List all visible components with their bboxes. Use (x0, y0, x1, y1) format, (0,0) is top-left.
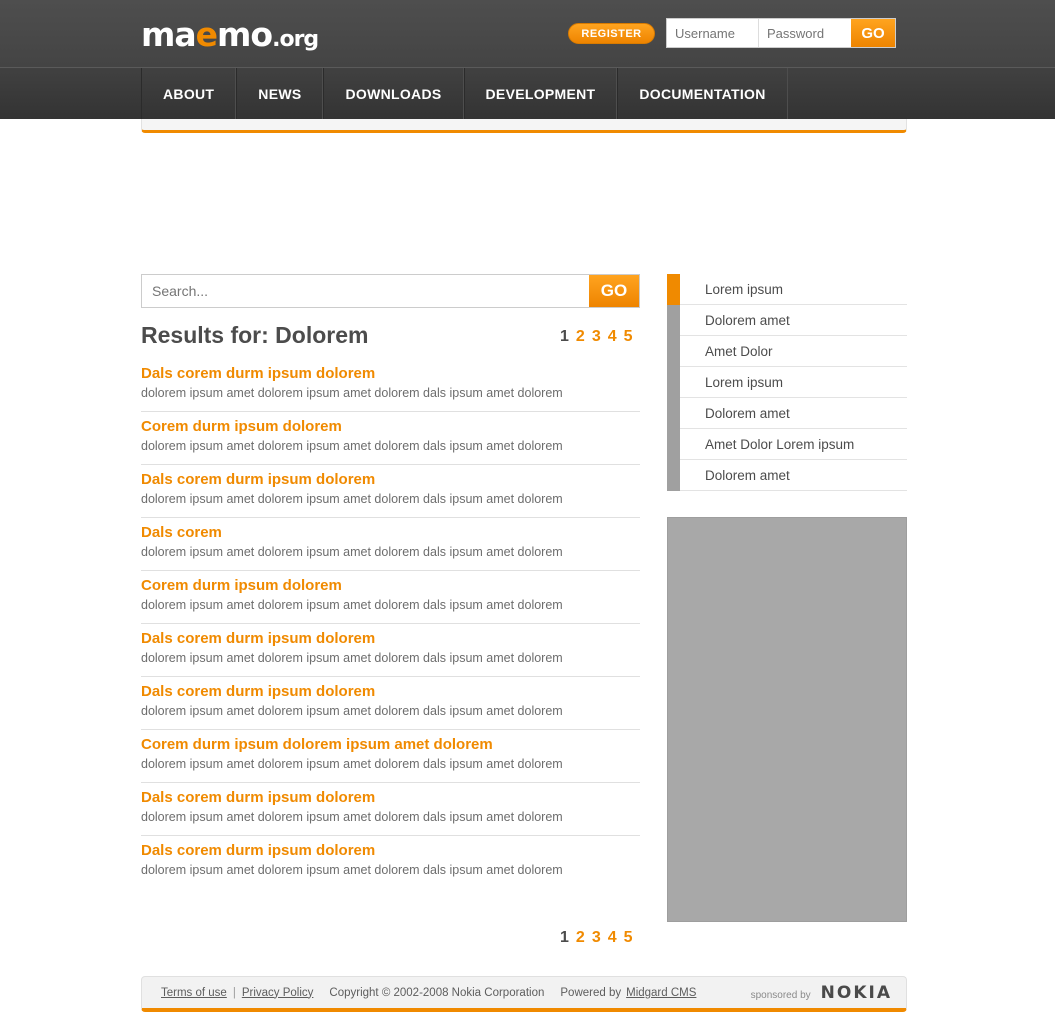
sidebar-item-label: Dolorem amet (705, 405, 790, 421)
content-top-accent-bar (141, 119, 907, 133)
result-title[interactable]: Dals corem durm ipsum dolorem (141, 365, 376, 382)
sidebar-item-label: Dolorem amet (705, 467, 790, 483)
midgard-cms-link[interactable]: Midgard CMS (626, 986, 697, 999)
sponsored-by-text: sponsored by (750, 989, 811, 1001)
password-input[interactable] (759, 19, 851, 47)
page-link-3[interactable]: 3 (591, 929, 601, 946)
nav-item-documentation[interactable]: DOCUMENTATION (617, 68, 787, 120)
result-title[interactable]: Dals corem durm ipsum dolorem (141, 471, 376, 488)
terms-of-use-link[interactable]: Terms of use (161, 986, 227, 999)
sidebar-marker-icon (667, 429, 680, 460)
sidebar-item-2[interactable] (667, 336, 907, 367)
result-title[interactable]: Dals corem durm ipsum dolorem (141, 789, 376, 806)
sidebar-marker-icon (667, 274, 680, 305)
footer-separator: | (232, 986, 236, 999)
sidebar-item-5[interactable] (667, 429, 907, 460)
search-bar (141, 274, 640, 308)
logo-text-1: ma (141, 15, 196, 54)
page-link-5[interactable]: 5 (623, 929, 633, 946)
login-go-button[interactable]: GO (851, 19, 895, 47)
result-title[interactable]: Dals corem durm ipsum dolorem (141, 630, 376, 647)
result-title[interactable]: Dals corem (141, 524, 222, 541)
sidebar-marker-icon (667, 305, 680, 336)
result-description: dolorem ipsum amet dolorem ipsum amet dolorem dals ipsum amet dolorem (141, 386, 563, 400)
result-description: dolorem ipsum amet dolorem ipsum amet dolorem dals ipsum amet dolorem (141, 492, 563, 506)
logo-text-2: mo (217, 15, 273, 54)
sidebar-item-label: Lorem ipsum (705, 374, 784, 390)
sponsor-block (751, 983, 892, 1003)
sidebar-marker-icon (667, 367, 680, 398)
nav-item-news[interactable]: NEWS (236, 68, 323, 120)
logo-org-suffix: .org (272, 27, 319, 52)
nokia-logo: NOKIA (820, 982, 892, 1003)
sidebar-links (667, 274, 907, 491)
logo-accent-letter: e (195, 15, 218, 54)
search-input[interactable] (142, 275, 589, 307)
result-description: dolorem ipsum amet dolorem ipsum amet dolorem dals ipsum amet dolorem (141, 863, 563, 877)
main-navigation (0, 67, 1055, 119)
sidebar-item-4[interactable] (667, 398, 907, 429)
result-description: dolorem ipsum amet dolorem ipsum amet dolorem dals ipsum amet dolorem (141, 757, 563, 771)
site-header (0, 0, 1055, 67)
list-item (141, 465, 640, 518)
result-description: dolorem ipsum amet dolorem ipsum amet dolorem dals ipsum amet dolorem (141, 439, 563, 453)
result-title[interactable]: Corem durm ipsum dolorem ipsum amet dolorem (141, 736, 493, 753)
pagination-bottom (560, 929, 633, 947)
page-title: Results for: Dolorem (141, 322, 369, 348)
sidebar-item-1[interactable] (667, 305, 907, 336)
page-link-4[interactable]: 4 (607, 929, 617, 946)
result-description: dolorem ipsum amet dolorem ipsum amet dolorem dals ipsum amet dolorem (141, 810, 563, 824)
page-link-5[interactable]: 5 (623, 328, 633, 345)
search-results-list (141, 359, 640, 888)
result-description: dolorem ipsum amet dolorem ipsum amet dolorem dals ipsum amet dolorem (141, 704, 563, 718)
page-link-2[interactable]: 2 (575, 929, 585, 946)
list-item (141, 359, 640, 412)
list-item (141, 730, 640, 783)
result-title[interactable]: Corem durm ipsum dolorem (141, 418, 342, 435)
advertisement-placeholder (667, 517, 907, 922)
result-description: dolorem ipsum amet dolorem ipsum amet dolorem dals ipsum amet dolorem (141, 598, 563, 612)
sidebar-marker-icon (667, 336, 680, 367)
register-button[interactable]: REGISTER (568, 23, 655, 44)
login-form (666, 18, 896, 48)
page-body (0, 119, 1055, 1003)
page-link-2[interactable]: 2 (575, 328, 585, 345)
page-link-1[interactable]: 1 (560, 328, 569, 345)
list-item (141, 412, 640, 465)
sidebar-marker-icon (667, 398, 680, 429)
list-item (141, 836, 640, 888)
sidebar-item-0[interactable] (667, 274, 907, 305)
result-title[interactable]: Dals corem durm ipsum dolorem (141, 683, 376, 700)
page-link-3[interactable]: 3 (591, 328, 601, 345)
result-description: dolorem ipsum amet dolorem ipsum amet dolorem dals ipsum amet dolorem (141, 545, 563, 559)
sidebar-item-label: Lorem ipsum (705, 281, 784, 297)
nav-item-about[interactable]: ABOUT (141, 68, 236, 120)
sidebar-item-6[interactable] (667, 460, 907, 491)
list-item (141, 677, 640, 730)
sidebar-item-3[interactable] (667, 367, 907, 398)
list-item (141, 624, 640, 677)
sidebar-item-label: Dolorem amet (705, 312, 790, 328)
list-item (141, 518, 640, 571)
sidebar-marker-icon (667, 460, 680, 491)
nav-item-downloads[interactable]: DOWNLOADS (323, 68, 463, 120)
search-go-button[interactable]: GO (589, 275, 639, 307)
list-item (141, 571, 640, 624)
copyright-text: Copyright © 2002-2008 Nokia Corporation (329, 986, 545, 999)
sidebar-item-label: Amet Dolor (705, 343, 773, 359)
list-item (141, 783, 640, 836)
username-input[interactable] (667, 19, 759, 47)
page-link-4[interactable]: 4 (607, 328, 617, 345)
result-title[interactable]: Dals corem durm ipsum dolorem (141, 842, 376, 859)
pagination-top (560, 328, 633, 346)
page-link-1[interactable]: 1 (560, 929, 569, 946)
result-description: dolorem ipsum amet dolorem ipsum amet dolorem dals ipsum amet dolorem (141, 651, 563, 665)
nav-item-development[interactable]: DEVELOPMENT (464, 68, 618, 120)
privacy-policy-link[interactable]: Privacy Policy (241, 986, 314, 999)
powered-by-text: Powered by (560, 986, 622, 999)
result-title[interactable]: Corem durm ipsum dolorem (141, 577, 342, 594)
site-logo[interactable] (141, 15, 319, 56)
site-footer (141, 976, 907, 1012)
sidebar-item-label: Amet Dolor Lorem ipsum (705, 436, 855, 452)
